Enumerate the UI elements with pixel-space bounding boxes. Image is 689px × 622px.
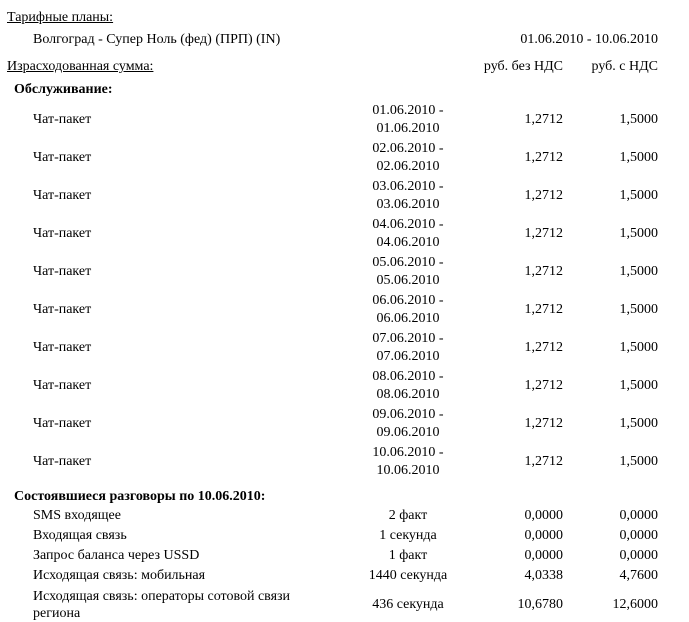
service-name: Чат-пакет bbox=[33, 188, 92, 203]
period-from: 03.06.2010 - bbox=[372, 179, 444, 194]
amount-net: 1,2712 bbox=[524, 416, 563, 431]
table-row bbox=[0, 527, 689, 545]
table-row bbox=[0, 292, 689, 328]
period-to: 09.06.2010 bbox=[376, 425, 440, 440]
period-from: 01.06.2010 - bbox=[372, 103, 444, 118]
period-to: 04.06.2010 bbox=[376, 235, 440, 250]
amount-gross: 1,5000 bbox=[619, 454, 658, 469]
call-quantity: 1 факт bbox=[388, 548, 428, 563]
period-to: 01.06.2010 bbox=[376, 121, 440, 136]
amount-gross: 1,5000 bbox=[619, 378, 658, 393]
call-amount-net: 0,0000 bbox=[524, 548, 563, 563]
amount-net: 1,2712 bbox=[524, 150, 563, 165]
table-row bbox=[0, 216, 689, 252]
service-name: Чат-пакет bbox=[33, 378, 92, 393]
period-to: 10.06.2010 bbox=[376, 463, 440, 478]
service-name: Чат-пакет bbox=[33, 454, 92, 469]
period-from: 08.06.2010 - bbox=[372, 369, 444, 384]
call-amount-net: 0,0000 bbox=[524, 528, 563, 543]
period-to: 05.06.2010 bbox=[376, 273, 440, 288]
table-row bbox=[0, 406, 689, 442]
call-name: SMS входящее bbox=[33, 508, 121, 523]
amount-gross: 1,5000 bbox=[619, 150, 658, 165]
amount-gross: 1,5000 bbox=[619, 188, 658, 203]
call-quantity: 1 секунда bbox=[379, 528, 437, 543]
service-section-title: Обслуживание: bbox=[14, 82, 113, 97]
amount-gross: 1,5000 bbox=[619, 340, 658, 355]
table-row bbox=[0, 368, 689, 404]
call-amount-net: 10,6780 bbox=[517, 597, 563, 612]
amount-gross: 1,5000 bbox=[619, 416, 658, 431]
period-from: 10.06.2010 - bbox=[372, 445, 444, 460]
table-row bbox=[0, 507, 689, 525]
amount-net: 1,2712 bbox=[524, 454, 563, 469]
period-to: 07.06.2010 bbox=[376, 349, 440, 364]
tariff-period: 01.06.2010 - 10.06.2010 bbox=[520, 32, 658, 47]
period-from: 05.06.2010 - bbox=[372, 255, 444, 270]
call-amount-net: 4,0338 bbox=[524, 568, 563, 583]
table-row bbox=[0, 547, 689, 565]
service-name: Чат-пакет bbox=[33, 150, 92, 165]
col-header-net: руб. без НДС bbox=[483, 59, 563, 74]
call-name: Исходящая связь: мобильная bbox=[33, 568, 206, 583]
service-name: Чат-пакет bbox=[33, 112, 92, 127]
call-amount-gross: 0,0000 bbox=[619, 508, 658, 523]
table-row bbox=[0, 588, 689, 622]
table-row bbox=[0, 140, 689, 176]
call-name: Входящая связь bbox=[33, 528, 127, 543]
amount-net: 1,2712 bbox=[524, 302, 563, 317]
call-amount-gross: 12,6000 bbox=[612, 597, 658, 612]
service-name: Чат-пакет bbox=[33, 302, 92, 317]
period-to: 08.06.2010 bbox=[376, 387, 440, 402]
call-amount-gross: 0,0000 bbox=[619, 528, 658, 543]
amount-net: 1,2712 bbox=[524, 340, 563, 355]
amount-net: 1,2712 bbox=[524, 226, 563, 241]
tariff-name: Волгоград - Супер Ноль (фед) (ПРП) (IN) bbox=[33, 32, 281, 47]
table-row bbox=[0, 178, 689, 214]
period-to: 03.06.2010 bbox=[376, 197, 440, 212]
call-name: Запрос баланса через USSD bbox=[33, 548, 200, 563]
period-from: 07.06.2010 - bbox=[372, 331, 444, 346]
service-name: Чат-пакет bbox=[33, 340, 92, 355]
service-name: Чат-пакет bbox=[33, 264, 92, 279]
call-name-line2: региона bbox=[33, 606, 81, 621]
table-row bbox=[0, 102, 689, 138]
tariff-title: Тарифные планы: bbox=[7, 10, 114, 25]
amount-net: 1,2712 bbox=[524, 264, 563, 279]
service-name: Чат-пакет bbox=[33, 416, 92, 431]
amount-net: 1,2712 bbox=[524, 378, 563, 393]
calls-section-title: Состоявшиеся разговоры по 10.06.2010: bbox=[14, 489, 266, 504]
amount-gross: 1,5000 bbox=[619, 264, 658, 279]
period-from: 02.06.2010 - bbox=[372, 141, 444, 156]
table-row bbox=[0, 254, 689, 290]
period-to: 06.06.2010 bbox=[376, 311, 440, 326]
amount-gross: 1,5000 bbox=[619, 226, 658, 241]
call-quantity: 436 секунда bbox=[372, 597, 444, 612]
call-amount-net: 0,0000 bbox=[524, 508, 563, 523]
call-quantity: 2 факт bbox=[388, 508, 428, 523]
call-name-line1: Исходящая связь: операторы сотовой связи bbox=[33, 589, 291, 604]
table-row bbox=[0, 444, 689, 480]
amount-net: 1,2712 bbox=[524, 188, 563, 203]
period-to: 02.06.2010 bbox=[376, 159, 440, 174]
col-header-gross: руб. с НДС bbox=[591, 59, 658, 74]
call-amount-gross: 4,7600 bbox=[619, 568, 658, 583]
table-row bbox=[0, 567, 689, 585]
amount-gross: 1,5000 bbox=[619, 112, 658, 127]
amount-gross: 1,5000 bbox=[619, 302, 658, 317]
period-from: 09.06.2010 - bbox=[372, 407, 444, 422]
period-from: 06.06.2010 - bbox=[372, 293, 444, 308]
amount-net: 1,2712 bbox=[524, 112, 563, 127]
service-name: Чат-пакет bbox=[33, 226, 92, 241]
call-quantity: 1440 секунда bbox=[368, 568, 448, 583]
period-from: 04.06.2010 - bbox=[372, 217, 444, 232]
table-row bbox=[0, 330, 689, 366]
spent-title: Израсходованная сумма: bbox=[7, 59, 154, 74]
call-amount-gross: 0,0000 bbox=[619, 548, 658, 563]
